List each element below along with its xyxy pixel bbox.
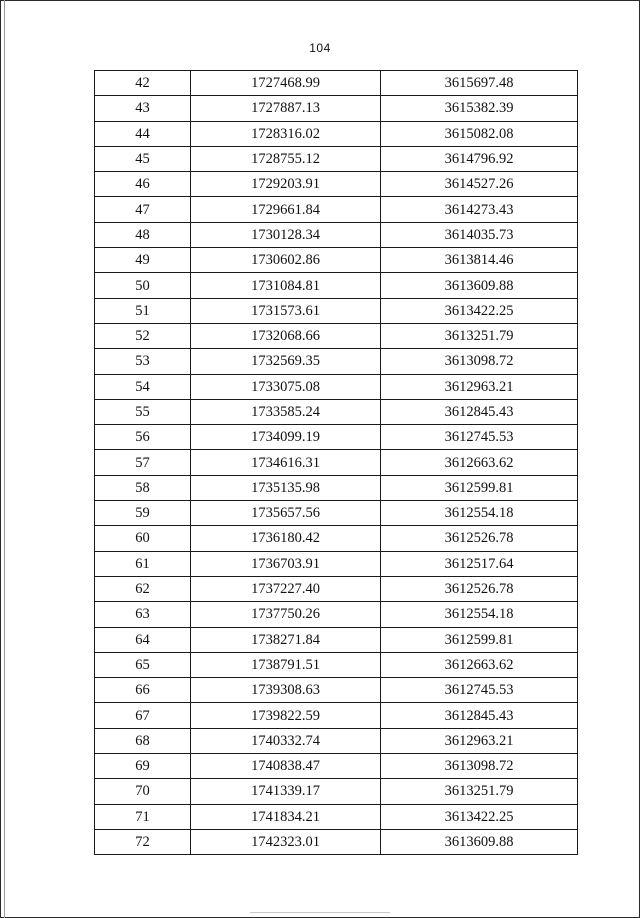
- point-number-cell: 68: [95, 728, 191, 753]
- x-coordinate-cell: 1734616.31: [191, 450, 381, 475]
- y-coordinate-cell: 3612599.81: [381, 627, 578, 652]
- table-row: [95, 298, 578, 323]
- y-coordinate-cell: 3614796.92: [381, 146, 578, 171]
- point-number-cell: 65: [95, 652, 191, 677]
- point-number-cell: 56: [95, 425, 191, 450]
- table-row: [95, 399, 578, 424]
- y-coordinate-cell: 3612663.62: [381, 652, 578, 677]
- table-row: [95, 248, 578, 273]
- point-number-cell: 46: [95, 172, 191, 197]
- table-row: [95, 779, 578, 804]
- point-number-cell: 59: [95, 501, 191, 526]
- y-coordinate-cell: 3613814.46: [381, 248, 578, 273]
- y-coordinate-cell: 3612526.78: [381, 526, 578, 551]
- x-coordinate-cell: 1728755.12: [191, 146, 381, 171]
- y-coordinate-cell: 3613422.25: [381, 804, 578, 829]
- x-coordinate-cell: 1727468.99: [191, 71, 381, 96]
- point-number-cell: 57: [95, 450, 191, 475]
- y-coordinate-cell: 3613251.79: [381, 779, 578, 804]
- x-coordinate-cell: 1736180.42: [191, 526, 381, 551]
- y-coordinate-cell: 3612554.18: [381, 602, 578, 627]
- point-number-cell: 54: [95, 374, 191, 399]
- y-coordinate-cell: 3612526.78: [381, 576, 578, 601]
- table-row: [95, 197, 578, 222]
- x-coordinate-cell: 1735657.56: [191, 501, 381, 526]
- point-number-cell: 69: [95, 754, 191, 779]
- page-number: 104: [309, 41, 331, 55]
- table-row: [95, 71, 578, 96]
- point-number-cell: 48: [95, 222, 191, 247]
- point-number-cell: 62: [95, 576, 191, 601]
- x-coordinate-cell: 1736703.91: [191, 551, 381, 576]
- scan-edge-line: [4, 0, 5, 918]
- y-coordinate-cell: 3614527.26: [381, 172, 578, 197]
- table-row: [95, 728, 578, 753]
- point-number-cell: 44: [95, 121, 191, 146]
- y-coordinate-cell: 3615082.08: [381, 121, 578, 146]
- footer-rule: [250, 912, 390, 913]
- point-number-cell: 71: [95, 804, 191, 829]
- table-row: [95, 627, 578, 652]
- table-row: [95, 475, 578, 500]
- x-coordinate-cell: 1730602.86: [191, 248, 381, 273]
- point-number-cell: 63: [95, 602, 191, 627]
- y-coordinate-cell: 3612599.81: [381, 475, 578, 500]
- x-coordinate-cell: 1729661.84: [191, 197, 381, 222]
- table-row: [95, 349, 578, 374]
- table-row: [95, 273, 578, 298]
- x-coordinate-cell: 1740332.74: [191, 728, 381, 753]
- table-row: [95, 96, 578, 121]
- table-row: [95, 501, 578, 526]
- y-coordinate-cell: 3614035.73: [381, 222, 578, 247]
- table-row: [95, 526, 578, 551]
- point-number-cell: 45: [95, 146, 191, 171]
- point-number-cell: 50: [95, 273, 191, 298]
- point-number-cell: 66: [95, 678, 191, 703]
- y-coordinate-cell: 3615382.39: [381, 96, 578, 121]
- table-row: [95, 652, 578, 677]
- y-coordinate-cell: 3612845.43: [381, 399, 578, 424]
- x-coordinate-cell: 1742323.01: [191, 829, 381, 854]
- x-coordinate-cell: 1729203.91: [191, 172, 381, 197]
- table-row: [95, 121, 578, 146]
- x-coordinate-cell: 1733585.24: [191, 399, 381, 424]
- y-coordinate-cell: 3615697.48: [381, 71, 578, 96]
- y-coordinate-cell: 3612554.18: [381, 501, 578, 526]
- table-row: [95, 804, 578, 829]
- x-coordinate-cell: 1734099.19: [191, 425, 381, 450]
- table-row: [95, 222, 578, 247]
- point-number-cell: 55: [95, 399, 191, 424]
- table-row: [95, 425, 578, 450]
- x-coordinate-cell: 1738271.84: [191, 627, 381, 652]
- x-coordinate-cell: 1740838.47: [191, 754, 381, 779]
- point-number-cell: 72: [95, 829, 191, 854]
- table-row: [95, 551, 578, 576]
- x-coordinate-cell: 1738791.51: [191, 652, 381, 677]
- x-coordinate-cell: 1732068.66: [191, 323, 381, 348]
- y-coordinate-cell: 3612663.62: [381, 450, 578, 475]
- table-row: [95, 576, 578, 601]
- y-coordinate-cell: 3613422.25: [381, 298, 578, 323]
- x-coordinate-cell: 1737750.26: [191, 602, 381, 627]
- point-number-cell: 43: [95, 96, 191, 121]
- table-row: [95, 703, 578, 728]
- y-coordinate-cell: 3612963.21: [381, 728, 578, 753]
- y-coordinate-cell: 3613609.88: [381, 273, 578, 298]
- point-number-cell: 58: [95, 475, 191, 500]
- x-coordinate-cell: 1728316.02: [191, 121, 381, 146]
- x-coordinate-cell: 1741834.21: [191, 804, 381, 829]
- y-coordinate-cell: 3612963.21: [381, 374, 578, 399]
- point-number-cell: 67: [95, 703, 191, 728]
- y-coordinate-cell: 3612745.53: [381, 678, 578, 703]
- x-coordinate-cell: 1731573.61: [191, 298, 381, 323]
- point-number-cell: 60: [95, 526, 191, 551]
- table-row: [95, 829, 578, 854]
- coordinates-table: [94, 70, 578, 855]
- point-number-cell: 42: [95, 71, 191, 96]
- y-coordinate-cell: 3614273.43: [381, 197, 578, 222]
- table-row: [95, 754, 578, 779]
- y-coordinate-cell: 3612845.43: [381, 703, 578, 728]
- x-coordinate-cell: 1727887.13: [191, 96, 381, 121]
- x-coordinate-cell: 1730128.34: [191, 222, 381, 247]
- x-coordinate-cell: 1741339.17: [191, 779, 381, 804]
- table-row: [95, 450, 578, 475]
- x-coordinate-cell: 1735135.98: [191, 475, 381, 500]
- point-number-cell: 49: [95, 248, 191, 273]
- table-row: [95, 146, 578, 171]
- table-row: [95, 678, 578, 703]
- y-coordinate-cell: 3613251.79: [381, 323, 578, 348]
- point-number-cell: 52: [95, 323, 191, 348]
- point-number-cell: 70: [95, 779, 191, 804]
- point-number-cell: 47: [95, 197, 191, 222]
- x-coordinate-cell: 1731084.81: [191, 273, 381, 298]
- y-coordinate-cell: 3612517.64: [381, 551, 578, 576]
- x-coordinate-cell: 1739308.63: [191, 678, 381, 703]
- table-row: [95, 374, 578, 399]
- point-number-cell: 53: [95, 349, 191, 374]
- y-coordinate-cell: 3613098.72: [381, 349, 578, 374]
- table-row: [95, 602, 578, 627]
- coordinates-table-body: [95, 71, 578, 855]
- x-coordinate-cell: 1737227.40: [191, 576, 381, 601]
- x-coordinate-cell: 1732569.35: [191, 349, 381, 374]
- y-coordinate-cell: 3613098.72: [381, 754, 578, 779]
- table-row: [95, 323, 578, 348]
- y-coordinate-cell: 3613609.88: [381, 829, 578, 854]
- point-number-cell: 51: [95, 298, 191, 323]
- y-coordinate-cell: 3612745.53: [381, 425, 578, 450]
- x-coordinate-cell: 1733075.08: [191, 374, 381, 399]
- point-number-cell: 64: [95, 627, 191, 652]
- point-number-cell: 61: [95, 551, 191, 576]
- table-row: [95, 172, 578, 197]
- x-coordinate-cell: 1739822.59: [191, 703, 381, 728]
